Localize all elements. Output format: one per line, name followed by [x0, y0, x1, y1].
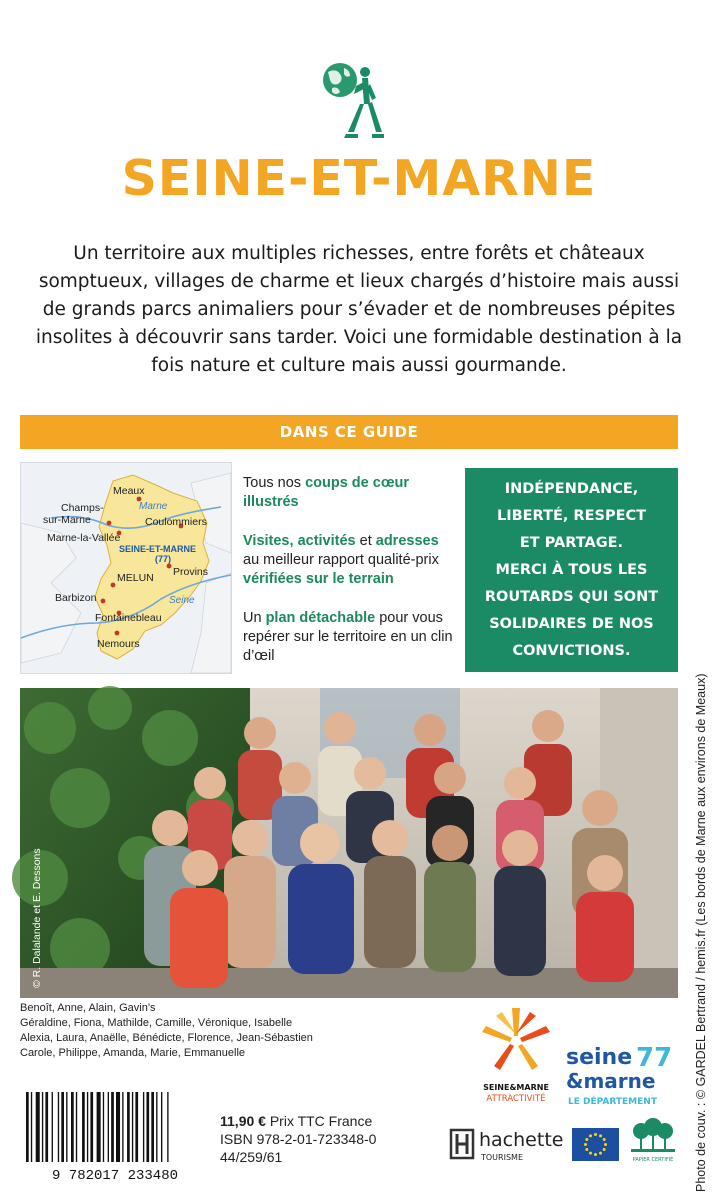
map-city-provins: Provins [173, 566, 209, 578]
map-city-marne-la-vallee: Marne-la-Vallée [47, 532, 121, 544]
price-value: 11,90 € [220, 1113, 266, 1129]
page-title: SEINE-ET-MARNE [121, 150, 597, 207]
names-line: Carole, Philippe, Amanda, Marie, Emmanuelle [20, 1047, 246, 1059]
values-line: CONVICTIONS. [512, 642, 631, 659]
intro-paragraph: Un territoire aux multiples richesses, entre forêts et châteaux somptueux, villages de charme et lieux chargés d’histoire mais aussi de grands parcs animaliers pour s’évader et de nombreuses pépites insolites à découvrir sans tarder. Voici une formidable destination à la fois nature et culture mais aussi gourmande. [35, 243, 683, 376]
catalog-code: 44/259/61 [220, 1149, 283, 1165]
map-city-coulommiers: Coulommiers [145, 516, 207, 528]
values-line: SOLIDAIRES DE NOS [489, 615, 654, 632]
map-city-nemours: Nemours [97, 638, 140, 650]
cover-photo-credit [683, 0, 717, 1200]
svg-text:PAPIER CERTIFIÉ: PAPIER CERTIFIÉ [632, 1157, 674, 1163]
photo-credit [26, 830, 46, 990]
values-line: ET PARTAGE. [519, 534, 624, 551]
river-label-seine: Seine [169, 595, 195, 606]
svg-text:LE DÉPARTEMENT: LE DÉPARTEMENT [568, 1097, 657, 1107]
hachette-tourisme-logo [449, 1124, 579, 1164]
svg-text:Photo de couv. : © GARDEL Bert: Photo de couv. : © GARDEL Bertrand / hemis.fr (Les bords de Marne aux environs de Meaux) [694, 673, 708, 1192]
river-label-marne: Marne [139, 501, 168, 512]
names-line: Géraldine, Fiona, Mathilde, Camille, Véronique, Isabelle [20, 1017, 293, 1029]
seine-et-marne-departement-logo [566, 1036, 673, 1114]
map-city-champs: Champs- [61, 502, 104, 514]
map-city-barbizon: Barbizon [55, 592, 97, 604]
feature-coups-de-coeur: Tous nos coups de cœur illustrés [243, 475, 410, 510]
feature-visites: Visites, activités et adresses au meilleur rapport qualité-prix vérifiées sur le terrain [243, 533, 439, 587]
seine-et-marne-attractivite-logo [478, 1006, 554, 1106]
values-line: INDÉPENDANCE, [504, 480, 639, 497]
svg-text:&marne: &marne [566, 1069, 656, 1093]
guide-heading-bar: DANS CE GUIDE [20, 415, 678, 449]
map-city-melun: MELUN [117, 572, 154, 584]
svg-text:TOURISME: TOURISME [481, 1153, 523, 1162]
map-region-label: SEINE-ET-MARNE [119, 544, 197, 554]
values-line: ROUTARDS QUI SONT [484, 588, 659, 605]
papier-certifie-logo [627, 1117, 679, 1163]
svg-text:SEINE&MARNE: SEINE&MARNE [483, 1083, 549, 1092]
price-label: Prix TTC France [265, 1113, 373, 1129]
isbn: ISBN 978-2-01-723348-0 [220, 1131, 377, 1147]
svg-text:© R. Dalalande et E. Dessons: © R. Dalalande et E. Dessons [31, 848, 43, 988]
map-city-sur-marne: sur-Marne [43, 514, 91, 526]
map-city-meaux: Meaux [113, 485, 145, 497]
names-line: Alexia, Laura, Anaëlle, Bénédicte, Florence, Jean-Sébastien [20, 1032, 313, 1044]
svg-text:77: 77 [636, 1043, 673, 1073]
svg-text:seine: seine [566, 1045, 633, 1070]
routard-logo [310, 58, 386, 142]
eu-flag-icon [572, 1128, 619, 1161]
values-line: MERCI À TOUS LES [495, 561, 648, 578]
names-line: Benoît, Anne, Alain, Gavin’s [20, 1002, 156, 1014]
map-city-fontainebleau: Fontainebleau [95, 612, 162, 624]
barcode [20, 1090, 210, 1182]
map-region-code: (77) [155, 554, 172, 564]
region-map [20, 462, 232, 674]
team-names [20, 1001, 420, 1061]
values-line: LIBERTÉ, RESPECT [496, 507, 647, 524]
svg-text:hachette: hachette [479, 1129, 564, 1151]
svg-text:ATTRACTIVITÉ: ATTRACTIVITÉ [486, 1094, 546, 1104]
price-block [220, 1112, 376, 1166]
values-box [465, 468, 678, 672]
feature-plan: Un plan détachable pour vous repérer sur le territoire en un clin d’œil [243, 610, 453, 664]
barcode-number: 9 782017 233480 [51, 1168, 179, 1184]
team-photo [20, 688, 678, 998]
